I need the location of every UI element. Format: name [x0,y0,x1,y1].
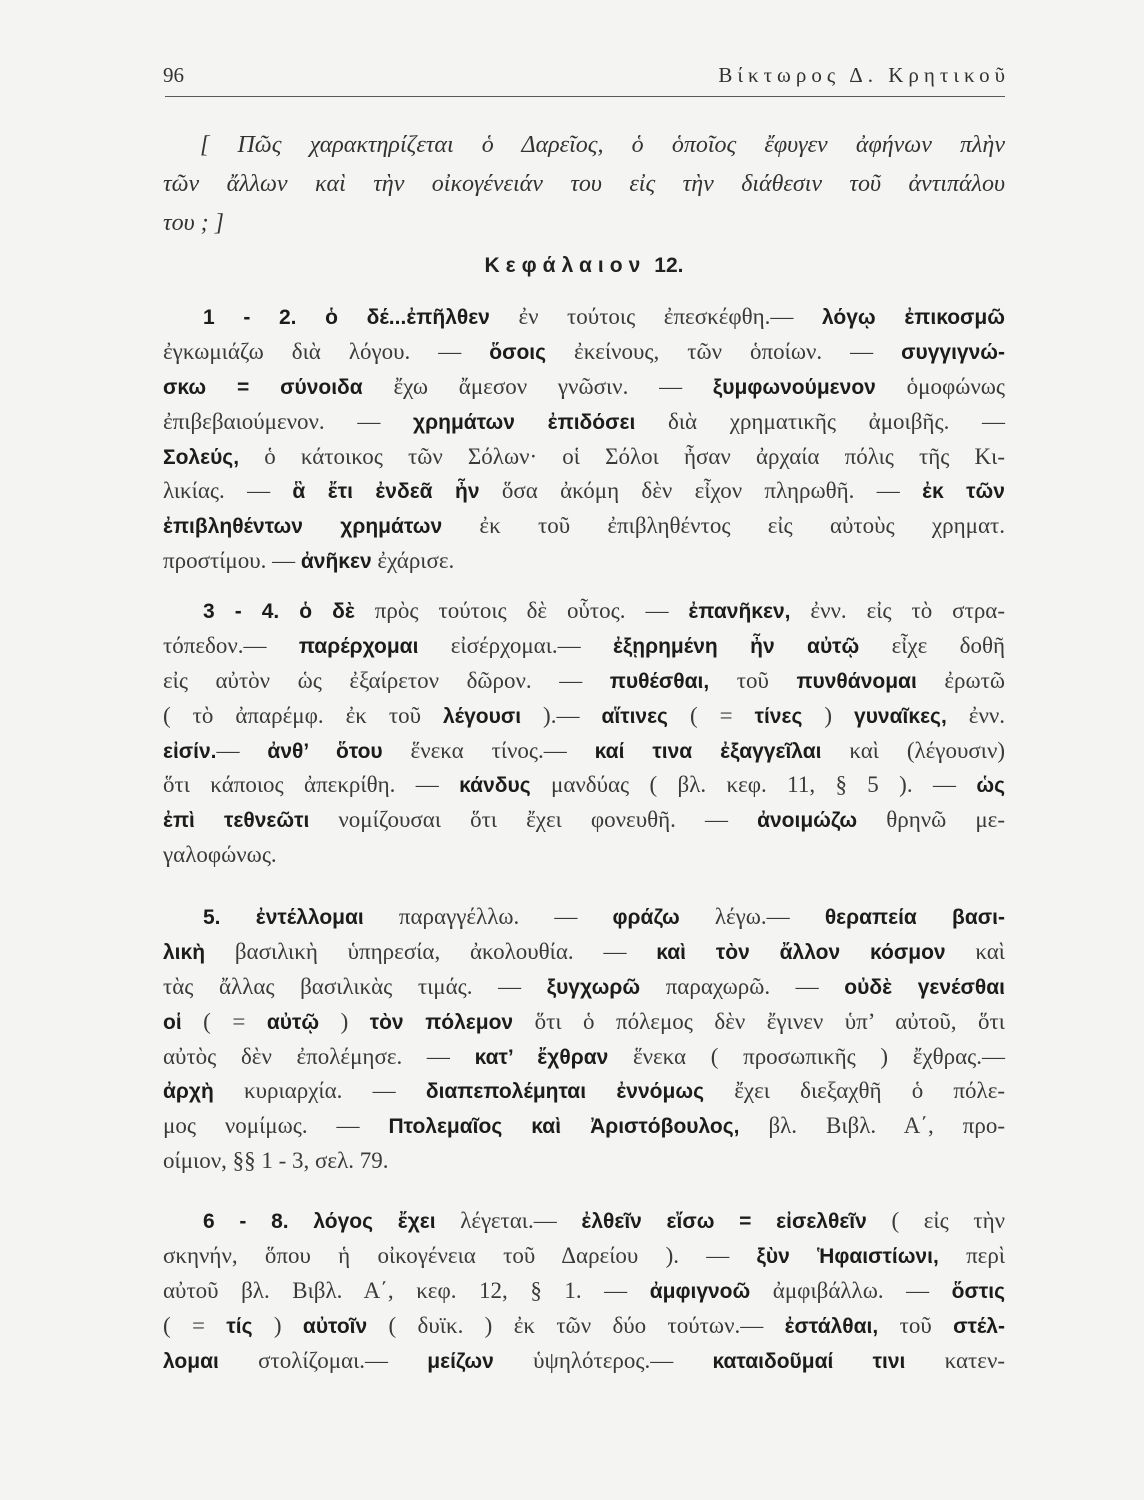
text-line [163,1040,1005,1075]
lemma-term: κάνδυς [459,774,531,798]
lemma-term: ἐπιβληθέντων χρημάτων [163,515,443,539]
lemma-term: τὸν πόλεμον [369,1010,514,1034]
lemma-term: φράζω [612,906,680,929]
gloss-text: ἐνν. [946,702,1005,728]
gloss-text: ἔχει διεξαχθῆ ὁ πόλε- [704,1078,1006,1104]
gloss-text: ἐγκωμιάζω διὰ λόγου. — [163,338,490,364]
chapter-heading [163,252,1005,280]
commentary-section [163,1204,1005,1378]
gloss-text: λέγω.— [679,904,825,929]
lemma-term: στέλ- [953,1314,1005,1338]
gloss-text: αὐτοῦ βλ. Βιβλ. Α΄, κεφ. 12, § 1. — [163,1277,650,1303]
gloss-text: ὑψηλότερος.— [493,1347,713,1373]
lemma-term: ἐπὶ τεθνεῶτι [163,809,310,833]
text-line [163,594,1005,629]
lemma-term: αὐτῷ [266,1010,320,1034]
gloss-text: μος νομίμως. — [163,1113,389,1139]
gloss-text: ἐχάρισε. [371,548,455,574]
gloss-text: παραγγέλλω. — [363,904,613,929]
text-line [163,1239,1005,1274]
gloss-text: ( = [163,1312,227,1338]
question-paragraph [163,126,1005,243]
lemma-term: πυνθάνομαι [796,669,917,693]
text-line [163,1274,1005,1309]
text-line [163,768,1005,803]
lemma-term: Πτολεμαῖος καὶ Ἀριστόβουλος, [388,1115,740,1139]
gloss-text: ).— [521,702,602,728]
lemma-term: ἀνοιμώζω [757,809,858,833]
gloss-text: κυριαρχία. — [213,1078,426,1104]
lemma-term: ἀμφιγνοῶ [649,1279,751,1303]
text-line [163,935,1005,970]
gloss-text: ( τὸ ἀπαρέμφ. ἐκ τοῦ [163,702,443,728]
question-line: [ Πῶς χαρακτηρίζεται ὁ Δαρεῖος, ὁ ὁποῖος ἔφυγεν ἀφήνων πλὴν [200,132,1005,158]
gloss-text: πρὸς τούτοις δὲ οὗτος. — [354,598,689,623]
gloss-text: ἕνεκα τίνος.— [382,737,595,763]
text-line [163,335,1005,370]
gloss-text: ) [802,702,855,728]
text-line [163,1309,1005,1344]
running-title: Βίκτωρος Δ. Κρητικοῦ [718,63,1010,87]
lemma-term: τίνες [754,704,803,728]
gloss-text: μανδύας ( βλ. κεφ. 11, § 5 ). — [530,772,977,798]
lemma-term: γυναῖκες, [854,704,947,728]
gloss-text: εἶχε δοθῆ [859,632,1005,658]
gloss-text: βλ. Βιβλ. Α΄, προ- [739,1113,1005,1139]
lemma-term: ξυμφωνούμενον [712,375,876,399]
text-line [163,300,1005,335]
gloss-text: παραχωρῶ. — [640,973,845,999]
gloss-text: ὅτι ὁ πόλεμος δὲν ἔγινεν ὑπ’ αὐτοῦ, ὅτι [513,1008,1005,1034]
lemma-term: αἵτινες [601,704,668,728]
header-rule [165,96,1005,97]
gloss-text: ἕνεκα ( προσωπικῆς ) ἔχθρας.— [608,1043,1005,1069]
lemma-term: οὐδὲ γενέσθαι [844,975,1005,999]
text-line [163,900,1005,935]
gloss-text: ἐρωτῶ [916,667,1006,693]
lemma-term: ἀνῆκεν [300,550,372,574]
lemma-term: ὡς [976,774,1005,798]
lemma-term: θεραπεία βασι- [824,906,1005,929]
lemma-term: χρημάτων ἐπιδόσει [413,410,636,434]
lemma-term: ἐκ τῶν [922,480,1005,504]
lemma-term: διαπεπολέμηται ἐννόμως [425,1080,704,1104]
text-line [163,1109,1005,1144]
commentary-section [163,900,1005,1179]
question-line: του ; ] [163,210,224,236]
text-line [163,838,1005,873]
text-line [163,734,1005,769]
gloss-text: αὐτὸς δὲν ἐπολέμησε. — [163,1043,475,1069]
lemma-term: σκω = σύνοιδα [163,375,363,399]
lemma-term: ξυγχωρῶ [546,975,641,999]
lemma-term: 5. ἐντέλλομαι [203,906,364,929]
text-line [163,699,1005,734]
lemma-term: αὐτοῖν [302,1314,368,1338]
text-line [163,1074,1005,1109]
gloss-text: λικίας. — [163,478,293,504]
page-header [163,62,1010,88]
gloss-text: — [216,737,268,763]
lemma-term: καὶ τὸν ἄλλον κόσμον [656,940,946,964]
lemma-term: ἀνθ’ ὅτου [267,739,383,763]
gloss-text: ἐπιβεβαιούμενον. — [163,408,414,434]
gloss-text: ἐνν. εἰς τὸ στρα- [790,598,1006,623]
text-line [163,629,1005,664]
gloss-text: εἰσέρχομαι.— [418,632,613,658]
gloss-text: οίμιον, §§ 1 - 3, σελ. 79. [163,1148,389,1174]
lemma-term: πυθέσθαι, [609,669,710,693]
commentary-section [163,300,1005,579]
lemma-term: λέγουσι [442,704,522,728]
gloss-text: ὁ κάτοικος τῶν Σόλων· οἱ Σόλοι ἦσαν ἀρχαία πόλις τῆς Κι- [239,443,1005,469]
gloss-text: ἐν τούτοις ἐπεσκέφθη.— [489,304,822,329]
gloss-text: γαλοφώνως. [163,842,277,868]
lemma-term: ὅστις [951,1279,1005,1303]
lemma-term: ἐπανῆκεν, [688,600,791,623]
gloss-text: νομίζουσαι ὅτι ἔχει φονευθῆ. — [309,807,758,833]
gloss-text: βασιλικὴ ὑπηρεσία, ἀκολουθία. — [205,938,657,964]
commentary-section [163,594,1005,873]
text-line [163,803,1005,838]
gloss-text: περὶ [938,1242,1006,1268]
page-number: 96 [163,63,184,87]
text-line [163,1144,1005,1179]
gloss-text: θρηνῶ με- [857,807,1005,833]
lemma-term: λομαι [163,1349,219,1373]
gloss-text: τοῦ [878,1312,954,1338]
lemma-term: μείζων [427,1349,494,1373]
gloss-text: σκηνήν, ὅπου ἡ οἰκογένεια τοῦ Δαρείου ). — [163,1242,757,1268]
text-line [163,1005,1005,1040]
chapter-label: Κεφάλαιον [484,254,647,277]
lemma-term: ἃ ἔτι ἐνδεᾶ ἦν [292,480,480,504]
lemma-term: 6 - 8. λόγος ἔχει [203,1210,436,1233]
lemma-term: ὅσοις [489,340,547,364]
gloss-text: εἰς αὐτὸν ὡς ἐξαίρετον δῶρον. — [163,667,610,693]
gloss-text: κατεν- [905,1347,1005,1373]
lemma-term: εἰσίν. [163,739,217,763]
lemma-term: καταιδοῦμαί τινι [712,1349,906,1373]
lemma-term: ἀρχὴ [163,1080,214,1104]
text-line [163,405,1005,440]
gloss-text: ὅσα ἀκόμη δὲν εἶχον πληρωθῆ. — [479,478,923,504]
lemma-term: συγγιγνώ- [901,340,1006,364]
text-line [163,370,1005,405]
text-line [163,664,1005,699]
lemma-term: ἐστάλθαι, [784,1314,879,1338]
lemma-term: ξὺν Ἡφαιστίωνι, [756,1244,939,1268]
gloss-text: ( εἰς τὴν [866,1208,1005,1233]
gloss-text: τὰς ἄλλας βασιλικὰς τιμάς. — [163,973,547,999]
gloss-text: ὅτι κάποιος ἀπεκρίθη. — [163,772,460,798]
gloss-text: λέγεται.— [435,1208,582,1233]
lemma-term: λικὴ [163,940,206,964]
gloss-text: τοῦ [709,667,797,693]
gloss-text: ἐκείνους, τῶν ὁποίων. — [546,338,902,364]
lemma-term: Σολεύς, [163,445,240,469]
gloss-text: καὶ (λέγουσιν) [821,737,1006,763]
text-line [163,970,1005,1005]
text-line [163,474,1005,509]
gloss-text: ἔχω ἄμεσον γνῶσιν. — [362,373,713,399]
gloss-text: ἐκ τοῦ ἐπιβληθέντος εἰς αὐτοὺς χρηματ. [442,513,1005,539]
question-line: τῶν ἄλλων καὶ τὴν οἰκογένειάν του εἰς τὴν διάθεσιν τοῦ ἀντιπάλου [163,171,1005,197]
gloss-text: στολίζομαι.— [218,1347,428,1373]
lemma-term: ἐλθεῖν εἴσω = εἰσελθεῖν [581,1210,867,1233]
gloss-text: ) [252,1312,303,1338]
gloss-text: διὰ χρηματικῆς ἀμοιβῆς. — [635,408,1005,434]
chapter-number: 12. [654,254,684,277]
gloss-text: καὶ [945,938,1005,964]
lemma-term: καί τινα ἐξαγγεῖλαι [594,739,822,763]
lemma-term: 3 - 4. ὁ δὲ [203,600,355,623]
lemma-term: οἱ [163,1010,182,1034]
gloss-text: προστίμου. — [163,548,301,574]
text-line [163,1204,1005,1239]
text-line [163,544,1005,579]
lemma-term: παρέρχομαι [298,634,419,658]
gloss-text: ( δυϊκ. ) ἐκ τῶν δύο τούτων.— [367,1312,785,1338]
gloss-text: ἀμφιβάλλω. — [750,1277,952,1303]
gloss-text: τόπεδον.— [163,632,299,658]
text-line [163,509,1005,544]
lemma-term: τίς [226,1314,253,1338]
gloss-text: ὁμοφώνως [875,373,1006,399]
lemma-term: 1 - 2. ὁ δέ...ἐπῆλθεν [203,306,490,329]
text-line [163,1344,1005,1379]
gloss-text: ) [319,1008,370,1034]
gloss-text: ( = [181,1008,267,1034]
lemma-term: κατ’ ἔχθραν [474,1045,609,1069]
text-line [163,440,1005,475]
lemma-term: λόγῳ ἐπικοσμῶ [822,306,1005,329]
lemma-term: ἐξῃρημένη ἦν αὐτῷ [612,634,860,658]
gloss-text: ( = [667,702,755,728]
